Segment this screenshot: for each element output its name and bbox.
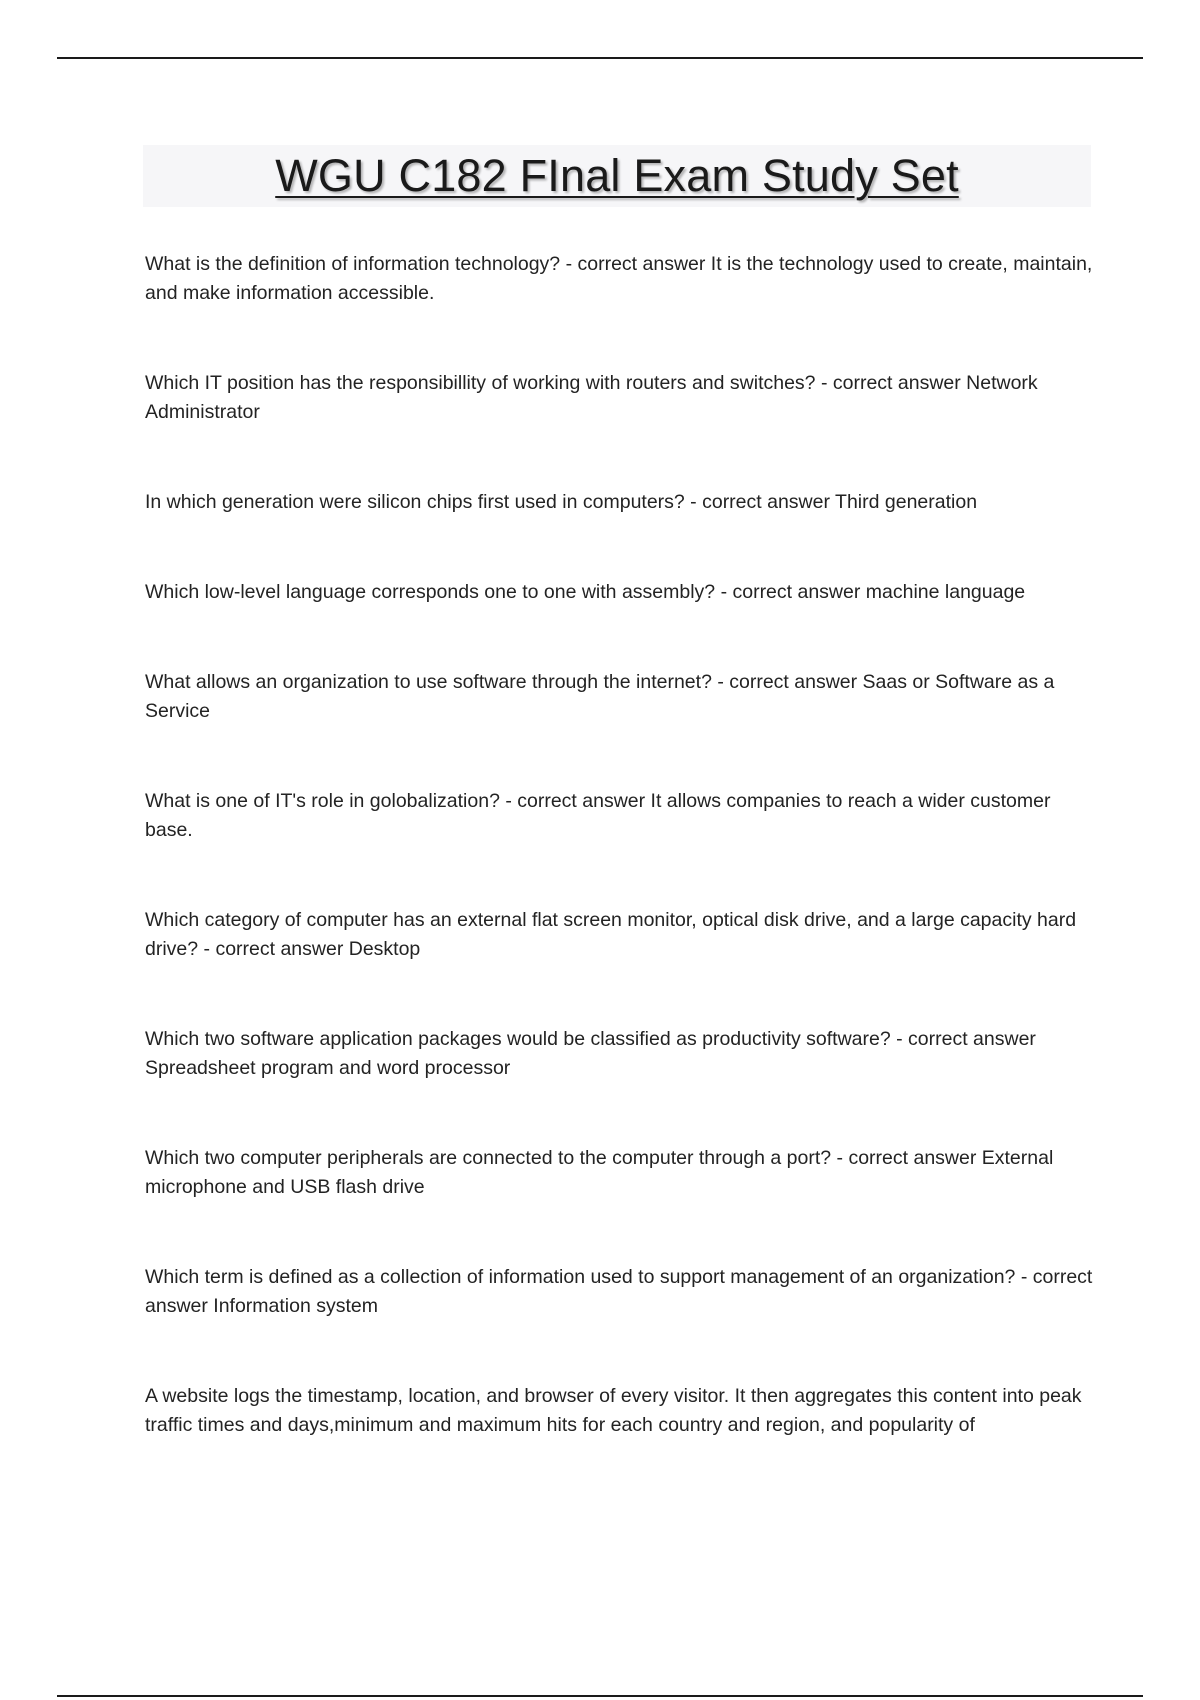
qa-item-3: In which generation were silicon chips first used in computers? - correct answer Third generation bbox=[145, 491, 978, 513]
bottom-rule bbox=[57, 1695, 1143, 1697]
question-answer-list bbox=[145, 250, 1095, 1501]
qa-item-8: Which two software application packages would be classified as productivity software? - correct answer Spreadsheet program and word processor bbox=[145, 1028, 1036, 1079]
qa-item-7: Which category of computer has an external flat screen monitor, optical disk drive, and a large capacity hard drive? - correct answer Desktop bbox=[145, 909, 1077, 960]
qa-item-1: What is the definition of information technology? - correct answer It is the technology used to create, maintain, and make information accessible. bbox=[145, 253, 1093, 304]
qa-item-9: Which two computer peripherals are connected to the computer through a port? - correct answer External microphone and USB flash drive bbox=[145, 1147, 1054, 1198]
title-banner bbox=[143, 145, 1091, 207]
qa-item-4: Which low-level language corresponds one to one with assembly? - correct answer machine language bbox=[145, 581, 1026, 603]
qa-item-5: What allows an organization to use software through the internet? - correct answer Saas or Software as a Service bbox=[145, 671, 1055, 722]
top-rule bbox=[57, 57, 1143, 59]
qa-item-10: Which term is defined as a collection of information used to support management of an organization? - correct answer Information system bbox=[145, 1266, 1093, 1317]
qa-item-11: A website logs the timestamp, location, and browser of every visitor. It then aggregates this content into peak traffic times and days,minimum and maximum hits for each country and region, and popularity of bbox=[145, 1385, 1082, 1436]
document-title: WGU C182 FInal Exam Study Set bbox=[275, 150, 959, 201]
qa-item-6: What is one of IT's role in golobalization? - correct answer It allows companies to reach a wider customer base. bbox=[145, 790, 1051, 841]
qa-item-2: Which IT position has the responsibillity of working with routers and switches? - correct answer Network Administrator bbox=[145, 372, 1038, 423]
